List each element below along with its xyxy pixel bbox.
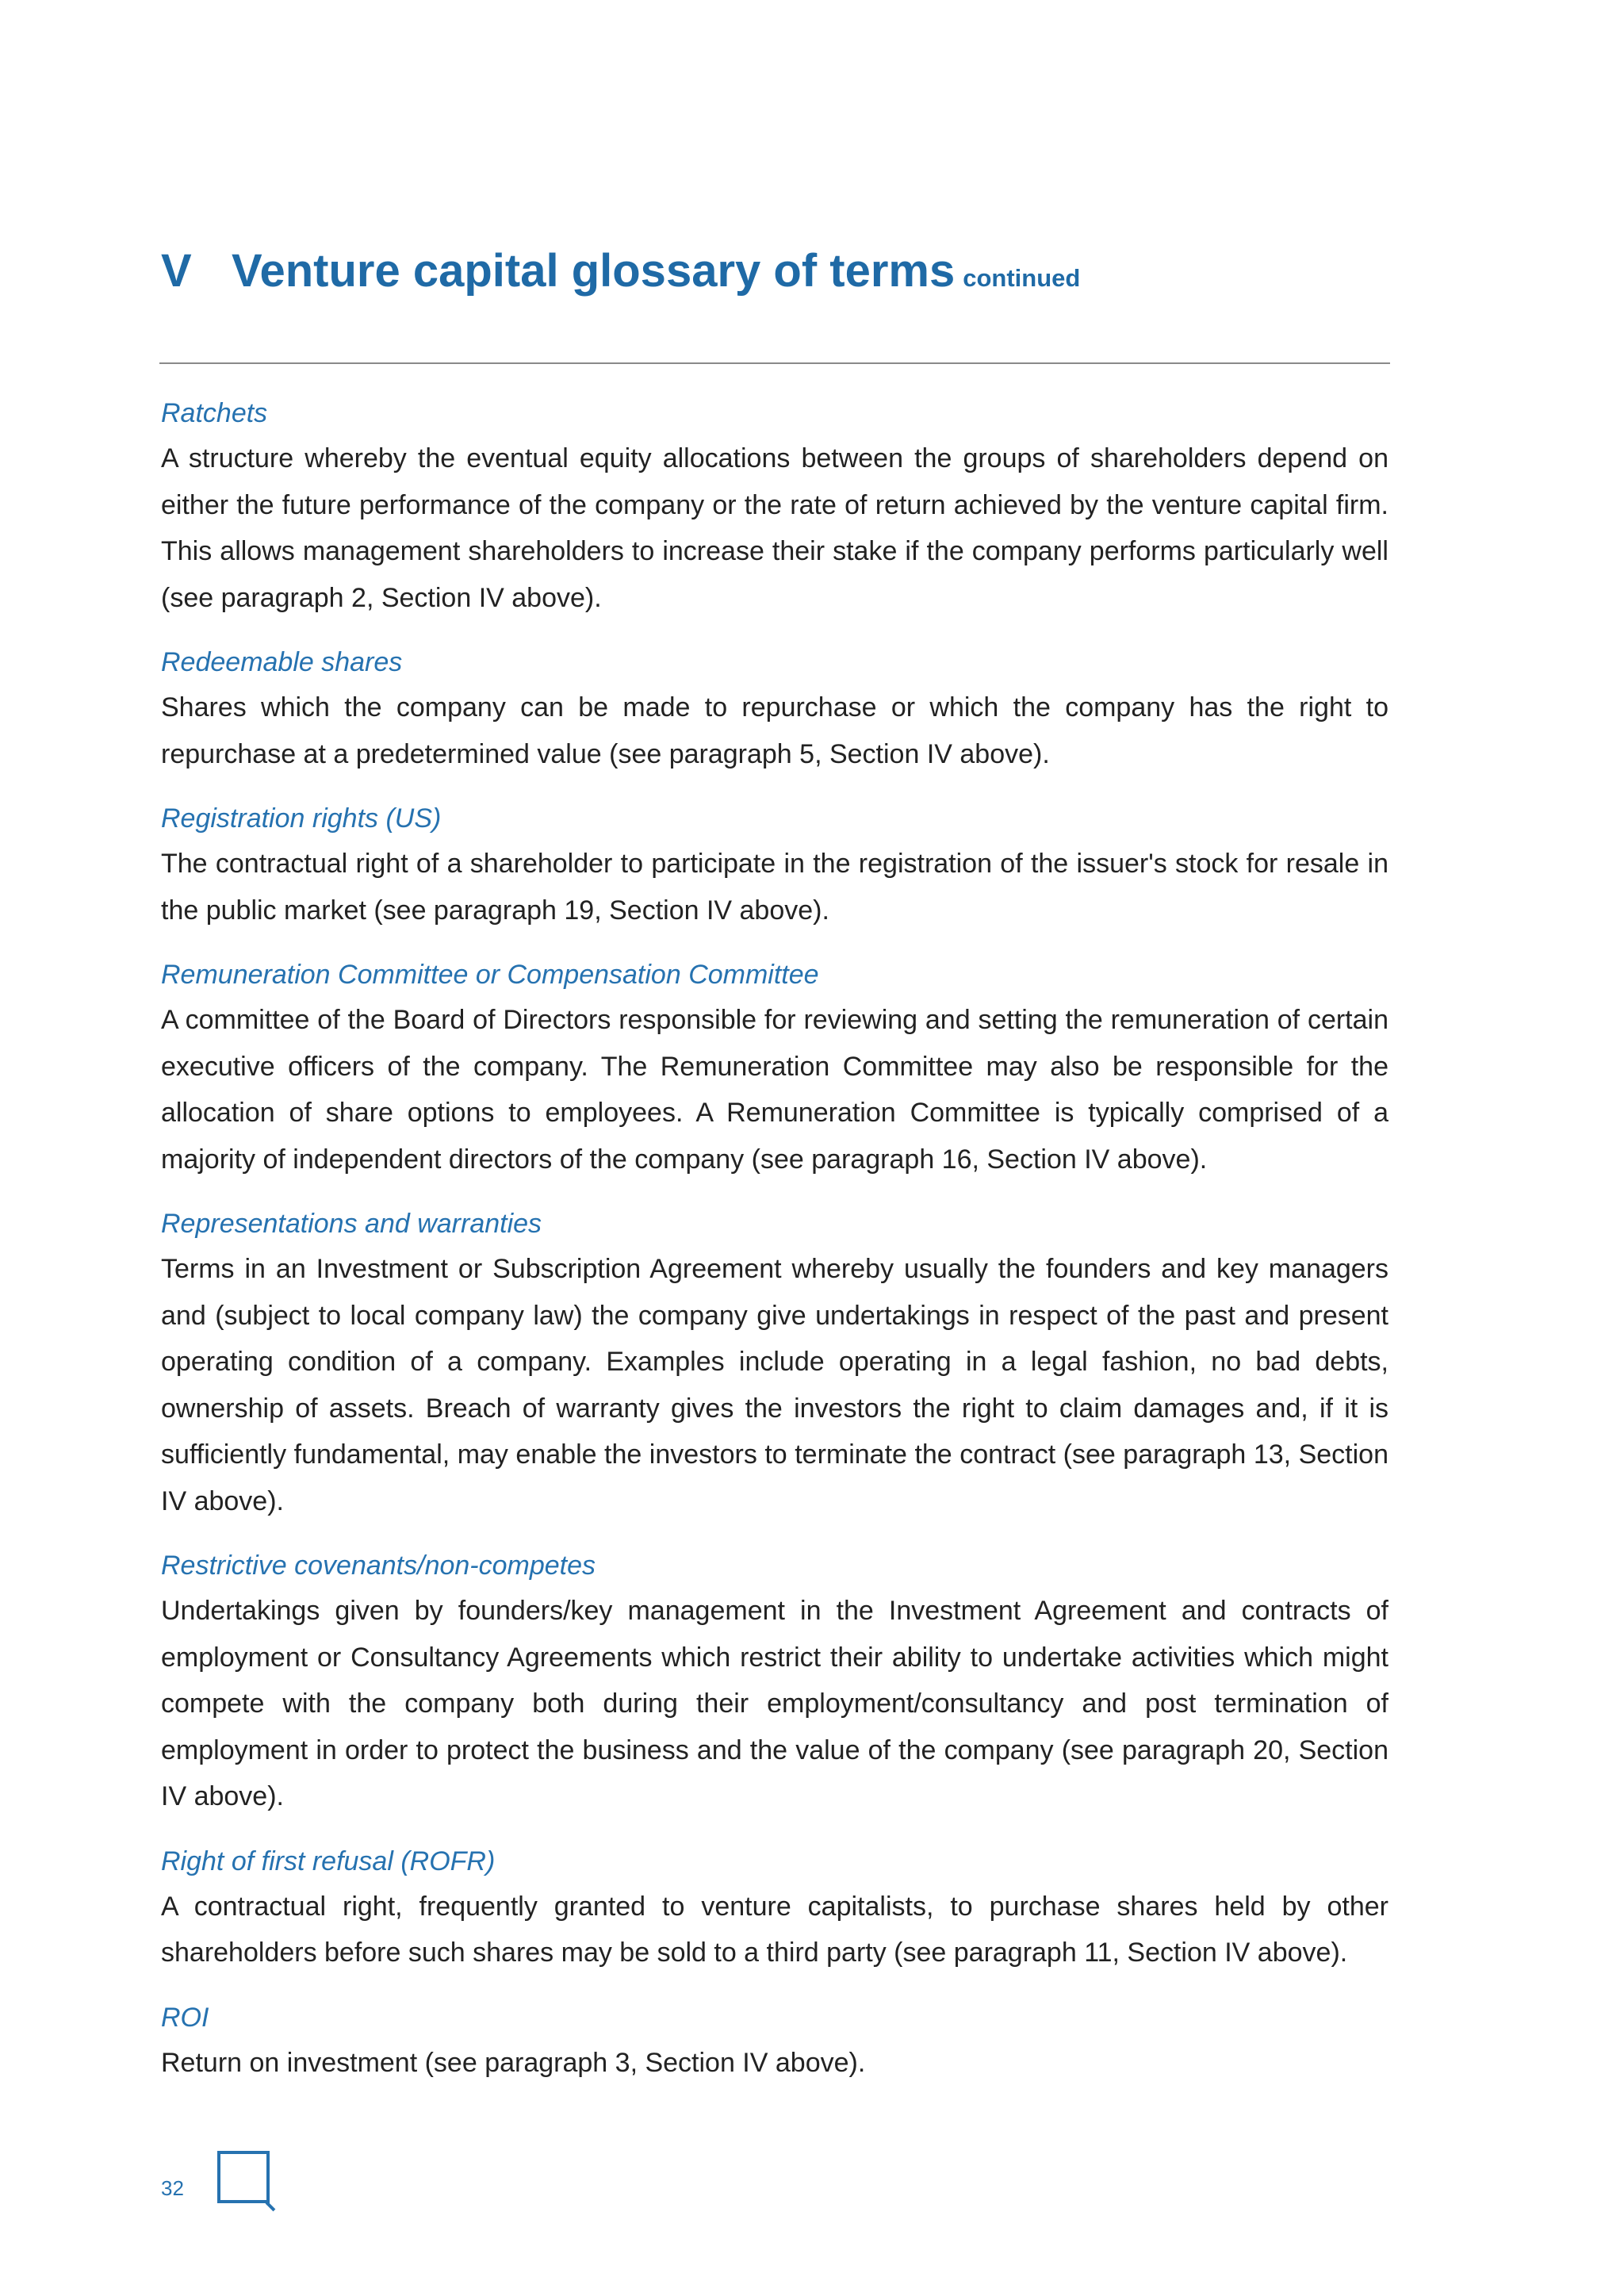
glossary-definition: A committee of the Board of Directors responsible for reviewing and setting the remuneration of certain executive officers of the company. The Remuneration Committee may also be responsible for the allocation of share options to employees. A Remuneration Committee is typically comprised of a majority of independent directors of the company (see paragraph 16, Section IV above). bbox=[161, 1005, 1388, 1175]
glossary-definition: A structure whereby the eventual equity allocations between the groups of shareholders depend on either the future performance of the company or the rate of return achieved by the venture capital firm. This allows management shareholders to increase their stake if the company performs particularly well (see paragraph 2, Section IV above). bbox=[161, 443, 1388, 613]
section-numeral: V bbox=[161, 245, 192, 297]
page-heading bbox=[161, 245, 1390, 297]
glossary-entry-restrictive-covenants bbox=[161, 1543, 1388, 1820]
glossary-definition: Shares which the company can be made to repurchase or which the company has the right to repurchase at a predetermined value (see paragraph 5, Section IV above). bbox=[161, 692, 1388, 769]
logo-square-icon bbox=[217, 2151, 270, 2203]
glossary-entry-representations-warranties bbox=[161, 1202, 1388, 1524]
glossary-entry-registration-rights bbox=[161, 796, 1388, 933]
glossary-entry-redeemable-shares bbox=[161, 640, 1388, 777]
glossary-entry-roi bbox=[161, 1995, 1388, 2087]
glossary-entry-ratchets bbox=[161, 391, 1388, 621]
glossary-term: Ratchets bbox=[161, 398, 268, 428]
glossary-entry-right-of-first-refusal bbox=[161, 1839, 1388, 1976]
page-footer bbox=[161, 2173, 270, 2203]
glossary-definition: A contractual right, frequently granted to venture capitalists, to purchase shares held by other shareholders before such shares may be sold to a third party (see paragraph 11, Section IV above). bbox=[161, 1891, 1388, 1968]
glossary-term: Restrictive covenants/non-competes bbox=[161, 1550, 596, 1581]
glossary-definition: Terms in an Investment or Subscription Agreement whereby usually the founders and key managers and (subject to local company law) the company give undertakings in respect of the past and present operating condition of a company. Examples include operating in a legal fashion, no bad debts, ownership of assets. Breach of warranty gives the investors the right to claim damages and, if it is sufficiently fundamental, may enable the investors to terminate the contract (see paragraph 13, Section IV above). bbox=[161, 1254, 1388, 1516]
glossary-list bbox=[161, 391, 1388, 2105]
header-divider bbox=[159, 362, 1390, 364]
glossary-term: ROI bbox=[161, 2002, 209, 2033]
page-number: 32 bbox=[161, 2175, 184, 2200]
glossary-entry-remuneration-committee bbox=[161, 953, 1388, 1182]
glossary-definition: The contractual right of a shareholder to participate in the registration of the issuer's stock for resale in the public market (see paragraph 19, Section IV above). bbox=[161, 849, 1388, 926]
glossary-term: Registration rights (US) bbox=[161, 803, 442, 834]
continued-label: continued bbox=[963, 264, 1081, 293]
glossary-term: Redeemable shares bbox=[161, 647, 403, 677]
glossary-term: Representations and warranties bbox=[161, 1209, 542, 1239]
glossary-term: Right of first refusal (ROFR) bbox=[161, 1846, 496, 1876]
glossary-definition: Undertakings given by founders/key management in the Investment Agreement and contracts of employment or Consultancy Agreements which restrict their ability to undertake activities which might compete with the company both during their employment/consultancy and post termination of employment in order to protect the business and the value of the company (see paragraph 20, Section IV above). bbox=[161, 1596, 1388, 1811]
section-title: Venture capital glossary of terms bbox=[232, 245, 956, 297]
glossary-definition: Return on investment (see paragraph 3, Section IV above). bbox=[161, 2047, 866, 2078]
glossary-term: Remuneration Committee or Compensation Committee bbox=[161, 960, 819, 990]
